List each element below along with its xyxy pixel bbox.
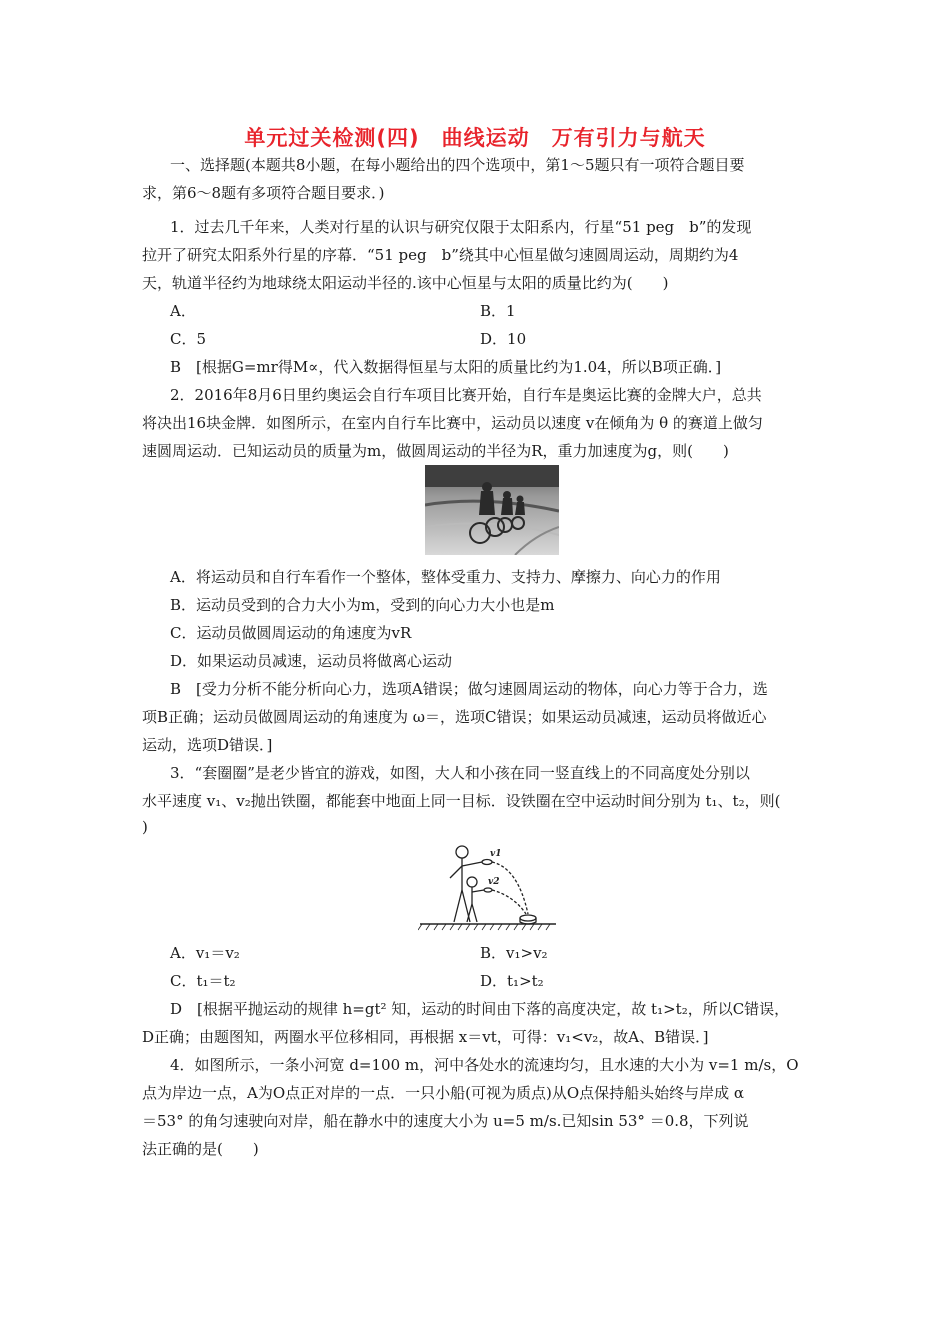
q4-stem-1: 4．如图所示，一条小河宽 d=100 m，河中各处水的流速均匀，且水速的大小为 v=1 m/s，O [170,1056,799,1074]
q2-stem-3: 速圆周运动．已知运动员的质量为m，做圆周运动的半径为R，重力加速度为g，则( ) [142,442,729,460]
q2-option-c: C．运动员做圆周运动的角速度为vR [170,624,412,642]
page-title: 单元过关检测(四) 曲线运动 万有引力与航天 [244,126,706,150]
q1-stem-3: 天，轨道半径约为地球绕太阳运动半径的.该中心恒星与太阳的质量比约为( ) [142,274,669,292]
q3-option-b: B．v₁>v₂ [480,944,548,962]
ring-toss-diagram [418,842,558,934]
q3-stem-2: 水平速度 v₁、v₂抛出铁圈，都能套中地面上同一目标．设铁圈在空中运动时间分别为 t₁、t₂，则( [142,792,781,810]
q3-option-d: D．t₁>t₂ [480,972,544,990]
q1-option-b: B．1 [480,302,516,320]
intro-line-2: 求，第6～8题有多项符合题目要求．) [142,184,385,202]
q1-option-d: D．10 [480,330,527,348]
v1-label: v1 [490,849,502,859]
q2-answer-3: 运动，选项D错误．] [142,736,273,754]
q1-stem-2: 拉开了研究太阳系外行星的序幕．“51 peg b”绕其中心恒星做匀速圆周运动，周期约为4 [142,246,739,264]
q2-answer-1: B [受力分析不能分析向心力，选项A错误；做匀速圆周运动的物体，向心力等于合力，选 [170,680,768,698]
q4-stem-2: 点为岸边一点，A为O点正对岸的一点．一只小船(可视为质点)从O点保持船头始终与岸成 α [142,1084,745,1102]
q1-option-c: C．5 [170,330,207,348]
q2-answer-2: 项B正确；运动员做圆周运动的角速度为 ω＝，选项C错误；如果运动员减速，运动员将做近心 [142,708,767,726]
q3-stem-1: 3．“套圈圈”是老少皆宜的游戏，如图，大人和小孩在同一竖直线上的不同高度处分别以 [170,764,750,782]
q2-option-b: B．运动员受到的合力大小为m，受到的向心力大小也是m [170,596,555,614]
q1-answer: B [根据G=mr得M∝，代入数据得恒星与太阳的质量比约为1.04，所以B项正确．] [170,358,722,376]
q2-option-a: A．将运动员和自行车看作一个整体，整体受重力、支持力、摩擦力、向心力的作用 [170,568,721,586]
q2-option-d: D．如果运动员减速，运动员将做离心运动 [170,652,453,670]
q3-stem-3: ) [142,818,148,836]
q4-stem-3: ＝53° 的角匀速驶向对岸，船在静水中的速度大小为 u=5 m/s.已知sin 53° ＝0.8，下列说 [142,1112,749,1130]
q1-stem-1: 1．过去几千年来，人类对行星的认识与研究仅限于太阳系内，行星“51 peg b”的发现 [170,218,752,236]
intro-line-1: 一、选择题(本题共8小题，在每小题给出的四个选项中，第1～5题只有一项符合题目要 [170,156,745,174]
q3-option-c: C．t₁＝t₂ [170,972,236,990]
v2-label: v2 [488,877,500,887]
q1-option-a: A． [170,302,196,320]
q3-answer-1: D [根据平抛运动的规律 h=gt² 知，运动的时间由下落的高度决定，故 t₁>t₂，所以C错误， [170,1000,790,1018]
q2-stem-1: 2．2016年8月6日里约奥运会自行车项目比赛开始，自行车是奥运比赛的金牌大户，总共 [170,386,762,404]
cycling-photo [425,465,559,555]
q3-option-a: A．v₁＝v₂ [170,944,240,962]
q4-stem-4: 法正确的是( ) [142,1140,259,1158]
q3-answer-2: D正确；由题图知，两圈水平位移相同，再根据 x＝vt，可得：v₁<v₂，故A、B错误．] [142,1028,709,1046]
q2-stem-2: 将决出16块金牌．如图所示，在室内自行车比赛中，运动员以速度 v在倾角为 θ 的赛道上做匀 [142,414,763,432]
